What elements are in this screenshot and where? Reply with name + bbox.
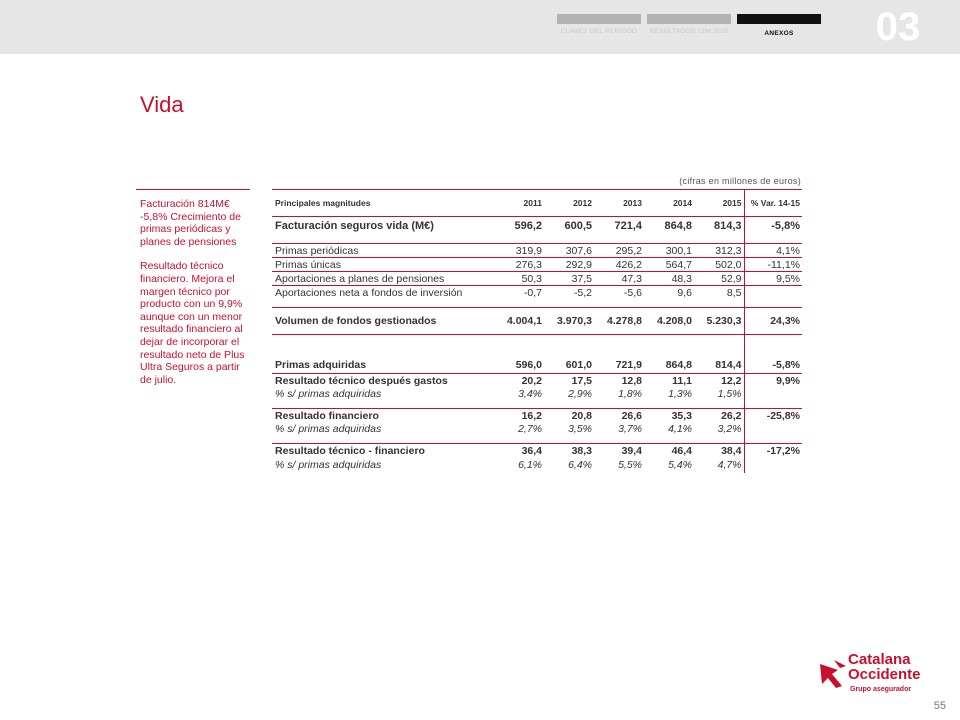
table-cell: 721,4 xyxy=(594,217,644,236)
table-cell: 596,0 xyxy=(515,359,542,371)
table-cell: -0,7 xyxy=(494,286,544,300)
table-spacer xyxy=(272,235,802,244)
nav-label-claves[interactable]: CLAVES DEL PERIODO xyxy=(560,28,638,35)
table-cell: 3,7% xyxy=(618,422,642,435)
nav-tab-claves[interactable] xyxy=(557,14,641,24)
table-cell: 48,3 xyxy=(644,272,694,286)
table-cell: 38,4 xyxy=(694,444,744,458)
table-cell: % s/ primas adquiridas xyxy=(275,422,382,435)
table-cell: -11,1% xyxy=(744,258,802,272)
header-cell: 2013 xyxy=(594,190,644,217)
table-cell: 6,4% xyxy=(568,459,592,471)
table-cell: 3,2% xyxy=(717,422,742,435)
table-cell: -5,8% xyxy=(744,357,802,374)
table-row xyxy=(272,357,802,374)
table-cell: 5.230,3 xyxy=(694,308,744,335)
table-cell: 9,5% xyxy=(744,272,802,286)
table-cell: Facturación seguros vida (M€) xyxy=(272,217,494,236)
table-cell: 20,8 xyxy=(544,409,594,423)
nav-label-resultados[interactable]: RESULTADOS 12M 2015 xyxy=(649,28,729,35)
header-cell: 2014 xyxy=(644,190,694,217)
table-cell: 1,8% xyxy=(618,387,642,400)
table-cell: Aportaciones neta a fondos de inversión xyxy=(272,286,494,300)
table-cell: 601,0 xyxy=(565,359,592,371)
table-cell: 596,2 xyxy=(494,217,544,236)
header-cell: % Var. 14-15 xyxy=(744,190,802,217)
table-cell: 319,9 xyxy=(494,244,544,258)
table-spacer xyxy=(272,400,802,409)
table-cell: 721,9 xyxy=(615,359,642,371)
table-cell: 564,7 xyxy=(644,258,694,272)
table-cell: 4.004,1 xyxy=(494,308,544,335)
logo-line-2: Occidente xyxy=(848,666,921,683)
table-cell: 307,6 xyxy=(544,244,594,258)
table-cell: 20,2 xyxy=(494,374,544,388)
table-row xyxy=(272,286,802,300)
table-cell: 12,8 xyxy=(594,374,644,388)
nav-tab-anexos[interactable] xyxy=(737,14,821,24)
table-cell: 295,2 xyxy=(594,244,644,258)
table-cell: 50,3 xyxy=(494,272,544,286)
table-cell: 46,4 xyxy=(644,444,694,458)
table-cell: 17,5 xyxy=(544,374,594,388)
section-number: 03 xyxy=(875,5,921,49)
table-cell: -17,2% xyxy=(744,444,802,458)
table-cell: 276,3 xyxy=(494,258,544,272)
table-cell: 9,9% xyxy=(744,374,802,388)
table-cell: % s/ primas adquiridas xyxy=(275,387,382,400)
table-cell: 11,1 xyxy=(644,374,694,388)
table-cell: Primas periódicas xyxy=(272,244,494,258)
table-cell: Primas únicas xyxy=(272,258,494,272)
header-cell: Principales magnitudes xyxy=(272,190,494,217)
table-cell: -5,8% xyxy=(744,217,802,236)
logo-wordmark xyxy=(848,652,921,682)
table-cell xyxy=(744,286,802,300)
table-cell: Resultado técnico - financiero xyxy=(272,444,494,458)
table-spacer xyxy=(272,335,802,358)
table-row xyxy=(272,457,802,473)
table-cell: 5,4% xyxy=(668,459,692,471)
table-cell: -5,6 xyxy=(594,286,644,300)
sidebar-paragraph-facturacion: Facturación 814M€ -5,8% Crecimiento de primas periódicas y planes de pensiones xyxy=(140,198,241,248)
table-cell: 814,3 xyxy=(694,217,744,236)
table-spacer xyxy=(272,299,802,308)
table-cell: 12,2 xyxy=(694,374,744,388)
nav-tab-resultados[interactable] xyxy=(647,14,731,24)
financial-table xyxy=(272,189,802,473)
table-cell xyxy=(744,457,802,473)
table-cell: 52,9 xyxy=(694,272,744,286)
table-cell: 814,4 xyxy=(715,359,742,371)
table-cell: Resultado técnico después gastos xyxy=(272,374,494,388)
top-bar xyxy=(0,0,960,54)
table-header-row xyxy=(272,190,802,217)
table-cell: 4,1% xyxy=(668,422,692,435)
table-cell: Resultado financiero xyxy=(272,409,494,423)
table-cell: Volumen de fondos gestionados xyxy=(272,308,494,335)
table-row xyxy=(272,387,802,400)
table-row xyxy=(272,272,802,286)
table-cell: 36,4 xyxy=(494,444,544,458)
table-row xyxy=(272,217,802,236)
table-cell: 502,0 xyxy=(694,258,744,272)
table-cell: 35,3 xyxy=(644,409,694,423)
table-cell: 38,3 xyxy=(544,444,594,458)
table-cell: Primas adquiridas xyxy=(275,359,367,371)
table-cell: 4,7% xyxy=(717,459,742,471)
table-row xyxy=(272,374,802,388)
table-cell: 426,2 xyxy=(594,258,644,272)
nav-label-anexos[interactable]: ANEXOS xyxy=(764,30,794,37)
header-cell: 2011 xyxy=(494,190,544,217)
table-cell: 4.208,0 xyxy=(644,308,694,335)
sidebar-paragraph-resultado: Resultado técnico financiero. Mejora el margen técnico por producto con un 9,9% aunque con un menor resultado financiero al dejar de incorporar el resultado neto de Plus Ultra Seguros a partir de julio. xyxy=(140,260,245,386)
logo-subtitle: Grupo asegurador xyxy=(850,686,912,693)
logo-line-1: Catalana xyxy=(848,651,911,668)
table-cell: -25,8% xyxy=(744,409,802,423)
table-cell xyxy=(744,387,802,400)
table-cell: 4.278,8 xyxy=(594,308,644,335)
table-cell: 5,5% xyxy=(618,459,642,471)
table-cell: 4,1% xyxy=(744,244,802,258)
units-note: (cifras en millones de euros) xyxy=(679,176,801,186)
table-cell: 39,4 xyxy=(594,444,644,458)
table-row xyxy=(272,308,802,335)
table-cell: % s/ primas adquiridas xyxy=(275,459,382,471)
table-spacer xyxy=(272,435,802,444)
table-cell: 6,1% xyxy=(518,459,542,471)
table-cell: 312,3 xyxy=(694,244,744,258)
page-title: Vida xyxy=(140,92,184,117)
table-cell: 8,5 xyxy=(694,286,744,300)
table-cell xyxy=(744,422,802,435)
table-row xyxy=(272,258,802,272)
table-row xyxy=(272,244,802,258)
table-cell: 864,8 xyxy=(665,359,692,371)
table-cell: 300,1 xyxy=(644,244,694,258)
table-cell: 2,9% xyxy=(568,387,592,400)
table-cell: 16,2 xyxy=(494,409,544,423)
table-row xyxy=(272,422,802,435)
table-cell: 864,8 xyxy=(644,217,694,236)
table-cell: -5,2 xyxy=(544,286,594,300)
table-cell: 24,3% xyxy=(744,308,802,335)
table-cell: 9,6 xyxy=(644,286,694,300)
table-cell: 292,9 xyxy=(544,258,594,272)
table-cell: 3,4% xyxy=(518,387,542,400)
table-cell: 1,5% xyxy=(717,387,742,400)
table-cell: 47,3 xyxy=(594,272,644,286)
table-cell: 3.970,3 xyxy=(544,308,594,335)
table-cell: 3,5% xyxy=(568,422,592,435)
sidebar-divider xyxy=(136,189,250,190)
page-number: 55 xyxy=(933,700,946,712)
sidebar-highlights xyxy=(140,198,250,398)
table-cell: 26,6 xyxy=(594,409,644,423)
table-cell: 600,5 xyxy=(544,217,594,236)
table-cell: 2,7% xyxy=(518,422,542,435)
header-cell: 2012 xyxy=(544,190,594,217)
table-row xyxy=(272,409,802,423)
table-row xyxy=(272,444,802,458)
table-cell: 26,2 xyxy=(694,409,744,423)
table-cell: 37,5 xyxy=(544,272,594,286)
table-cell: Aportaciones a planes de pensiones xyxy=(272,272,494,286)
table-cell: 1,3% xyxy=(668,387,692,400)
header-cell: 2015 xyxy=(694,190,744,217)
